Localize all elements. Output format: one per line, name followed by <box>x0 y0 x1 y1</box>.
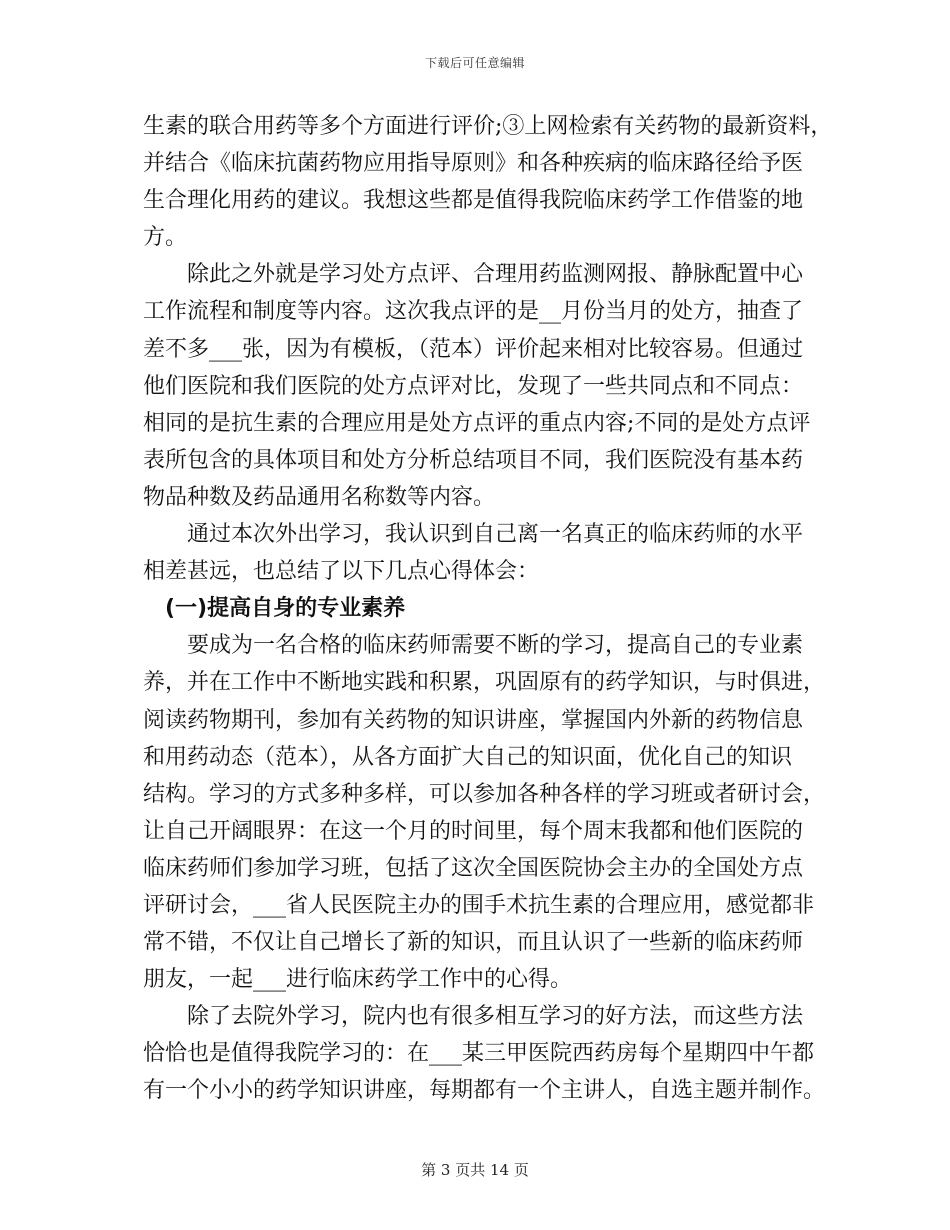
body-line: 工作流程和制度等内容。这次我点评的是__月份当月的处方，抽查了 <box>143 299 804 325</box>
paragraph-first-line: 通过本次外出学习，我认识到自己离一名真正的临床药师的水平 <box>187 522 804 548</box>
document-body <box>143 108 833 1110</box>
body-line: 阅读药物期刊，参加有关药物的知识讲座，掌握国内外新的药物信息 <box>143 707 804 733</box>
body-line: 评研讨会，___省人民医院主办的围手术抗生素的合理应用，感觉都非 <box>143 892 815 918</box>
body-line: 差不多___张，因为有模板，（范本）评价起来相对比较容易。但通过 <box>143 336 804 362</box>
paragraph-first-line: 除此之外就是学习处方点评、合理用药监测网报、静脉配置中心 <box>187 262 804 288</box>
body-line: 和用药动态（范本），从各方面扩大自己的知识面，优化自己的知识 <box>143 744 793 770</box>
body-line: 物品种数及药品通用名称数等内容。 <box>143 484 496 510</box>
body-line: 相差甚远，也总结了以下几点心得体会： <box>143 559 540 585</box>
body-line: 养，并在工作中不断地实践和积累，巩固原有的药学知识，与时俱进， <box>143 670 826 696</box>
body-line: 结构。学习的方式多种多样，可以参加各种各样的学习班或者研讨会， <box>143 781 826 807</box>
paragraph-first-line: 要成为一名合格的临床药师需要不断的学习，提高自己的专业素 <box>187 633 804 659</box>
body-line: 让自己开阔眼界：在这一个月的时间里，每个周末我都和他们医院的 <box>143 818 804 844</box>
body-line: 表所包含的具体项目和处方分析总结项目不同，我们医院没有基本药 <box>143 447 804 473</box>
page-header: 下载后可任意编辑 <box>424 56 525 70</box>
page-footer: 第 3 页共 14 页 <box>421 1161 529 1179</box>
body-line: 并结合《临床抗菌药物应用指导原则》和各种疾病的临床路径给予医 <box>143 151 804 177</box>
body-line: 方。 <box>143 225 188 251</box>
paragraph-first-line: 除了去院外学习，院内也有很多相互学习的好方法，而这些方法 <box>187 1004 804 1030</box>
body-line: 常不错，不仅让自己增长了新的知识，而且认识了一些新的临床药师 <box>143 930 804 956</box>
body-line: 恰恰也是值得我院学习的：在___某三甲医院西药房每个星期四中午都 <box>143 1041 815 1067</box>
body-line: 相同的是抗生素的合理应用是处方点评的重点内容;不同的是处方点评 <box>143 410 811 436</box>
section-heading: (一)提高自身的专业素养 <box>165 596 406 622</box>
body-line: 朋友，一起___进行临床药学工作中的心得。 <box>143 967 573 993</box>
body-line: 有一个小小的药学知识讲座，每期都有一个主讲人，自选主题并制作。 <box>143 1078 826 1104</box>
body-line: 生素的联合用药等多个方面进行评价;③上网检索有关药物的最新资料， <box>143 114 833 139</box>
body-line: 生合理化用药的建议。我想这些都是值得我院临床药学工作借鉴的地 <box>143 188 804 214</box>
body-line: 他们医院和我们医院的处方点评对比，发现了一些共同点和不同点： <box>143 373 804 399</box>
body-line: 临床药师们参加学习班，包括了这次全国医院协会主办的全国处方点 <box>143 855 804 881</box>
